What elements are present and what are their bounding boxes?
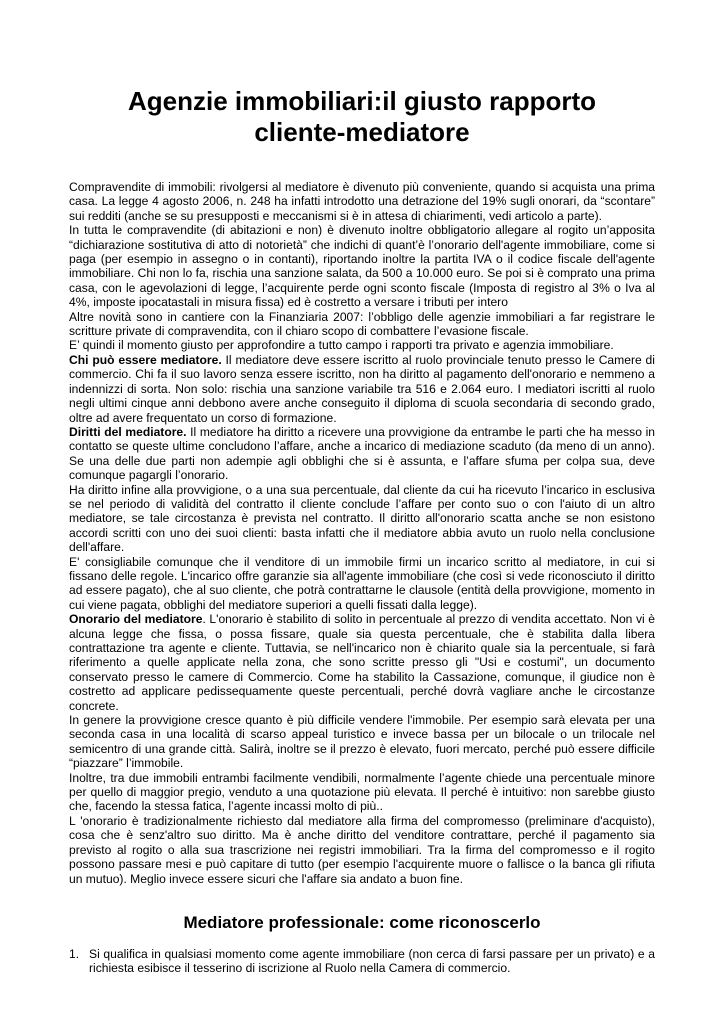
paragraph-text: Compravendite di immobili: rivolgersi al mediatore è divenuto più conveniente, quando si acquista una prima casa. La legge 4 agosto 2006, n. 248 ha infatti introdotto una detrazione del 19% sugli onorari, da “scontare” sui redditi (anche se su presupposti e meccanismi si è in attesa di chiarimenti, vedi articolo a parte). [69, 180, 655, 223]
paragraph-chi-puo [69, 353, 655, 425]
paragraph-lead: Chi può essere mediatore. [69, 352, 222, 367]
paragraph-text: Ha diritto infine alla provvigione, o a una sua percentuale, dal cliente da cui ha ricevuto l’incarico in esclusiva se nel periodo di validità del contratto il cliente conclude l’affare per conto suo o con l'aiuto di un altro mediatore, se tale circostanza è prevista nel contratto. Il diritto all'onorario scatta anche se non esistono accordi scritti con uno dei suoi clienti: basta infatti che il mediatore abbia avuto un ruolo nella conclusione dell'affare. [69, 482, 655, 555]
paragraph-4 [69, 338, 655, 352]
paragraph-text: Inoltre, tra due immobili entrambi facilmente vendibili, normalmente l’agente chiede una percentuale minore per quello di maggior pregio, venduto a una quotazione più elevata. Il perché è intuitivo: non sarebbe giusto che, facendo la stessa fatica, l’agente incassi molto di più.. [69, 770, 655, 814]
paragraph-11 [69, 771, 655, 814]
list-item-number: 1. [69, 946, 80, 961]
paragraph-onorario [69, 612, 655, 713]
document-page [69, 86, 655, 976]
paragraph-text: Il mediatore ha diritto a ricevere una provvigione da entrambe le parti che ha messo in contatto se queste ultime concludono l’affare, anche a incarico di mediazione scaduto (da meno di un anno). Se una delle due parti non adempie agli obblighi che si è assunta, e l’affare sfuma per colpa sua, deve comunque pagargli l’onorario. [69, 424, 655, 483]
paragraph-text: In genere la provvigione cresce quanto è più difficile vendere l'immobile. Per esempio sarà elevata per una seconda casa in una località di scarso appeal turistico e invece bassa per un bilocale o un trilocale nel semicentro di una grande città. Salirà, inoltre se il prezzo è elevato, fuori mercato, perché può essere difficile “piazzare” l’immobile. [69, 713, 655, 771]
numbered-list [69, 947, 655, 976]
paragraph-lead: Onorario del mediatore [69, 612, 203, 627]
paragraph-diritti [69, 425, 655, 483]
page-title: Agenzie immobiliari:il giusto rapporto cliente-mediatore [127, 86, 597, 147]
paragraph-2 [69, 223, 655, 309]
paragraph-text: L 'onorario è tradizionalmente richiesto dal mediatore alla firma del compromesso (preliminare d'acquisto), cosa che è senz'altro suo diritto. Ma è anche diritto del venditore contrattare, perché il pagamento sia previsto al rogito o alla sua trascrizione nei registri immobiliari. Tra la firma del compromesso e il rogito possono passare mesi e può capitare di tutto (per esempio l'acquirente muore o fallisce o la banca gli rifiuta un mutuo). Meglio invece essere sicuri che l'affare sia andato a buon fine. [69, 813, 655, 886]
paragraph-12 [69, 814, 655, 886]
section-title: Mediatore professionale: come riconoscerlo [183, 912, 541, 932]
paragraph-10 [69, 713, 655, 771]
paragraph-3 [69, 310, 655, 339]
paragraph-text: Il mediatore deve essere iscritto al ruolo provinciale tenuto presso le Camere di commercio. Chi fa il suo lavoro senza essere iscritto, non ha diritto al pagamento dell'onorario e nemmeno a indennizzi di sorta. Non solo: rischia una sanzione variabile tra 516 e 2.064 euro. I mediatori iscritti al ruolo negli ultimi cinque anni debbono avere anche conseguito il diploma di scuola secondaria di secondo grado, oltre ad avere frequentato un corso di formazione. [69, 352, 655, 425]
paragraph-8 [69, 555, 655, 613]
paragraph-text: In tutta le compravendite (di abitazioni e non) è divenuto inoltre obbligatorio allegare al rogito un’apposita “dichiarazione sostitutiva di atto di notorietà” che indichi di quant’è l’onorario dell'agente immobiliare, come si paga (per esempio in assegno o in contanti), riportando inoltre la partita IVA o il codice fiscale dell'agente immobiliare. Chi non lo fa, rischia una sanzione salata, da 500 a 10.000 euro. Se poi si è comprato una prima casa, con le agevolazioni di legge, l’acquirente perde ogni sconto fiscale (Imposta di registro al 3% o Iva al 4%, imposte ipocatastali in misura fissa) ed è costretto a versare i tributi per intero [69, 223, 655, 310]
paragraph-7 [69, 483, 655, 555]
paragraph-text: . L'onorario è stabilito di solito in percentuale al prezzo di vendita accettato. Non vi è alcuna legge che fissa, o possa fissare, quale sia questa percentuale, che è stabilita dalla libera contrattazione tra agente e cliente. Tuttavia, se nell'incarico non è chiarito quale sia la percentuale, si farà riferimento a quelle applicate nella zona, che sono scritte presso gli "Usi e costumi", un documento conservato presso le camere di Commercio. Come ha stabilito la Cassazione, comunque, il giudice non è costretto ad applicare pedissequamente queste percentuali, perché dovrà vagliare anche le circostanze concrete. [69, 612, 655, 713]
paragraph-text: E’ quindi il momento giusto per approfondire a tutto campo i rapporti tra privato e agenzia immobiliare. [69, 338, 614, 353]
paragraph-text: Altre novità sono in cantiere con la Finanziaria 2007: l’obbligo delle agenzie immobiliari a far registrare le scritture private di compravendita, con il chiaro scopo di combattere l’evasione fiscale. [69, 309, 655, 339]
article-body [69, 180, 655, 886]
paragraph-1 [69, 180, 655, 223]
paragraph-text: E' consigliabile comunque che il venditore di un immobile firmi un incarico scritto al mediatore, in cui si fissano delle regole. L'incarico offre garanzie sia all'agente immobiliare (che così si vede riconosciuto il diritto ad essere pagato), che al suo cliente, che potrà contrattarne le clausole (entità della provvigione, momento in cui viene pagata, obblighi del mediatore superiori a quelli fissati dalla legge). [69, 554, 655, 612]
list-item-text: Si qualifica in qualsiasi momento come agente immobiliare (non cerca di farsi passare per un privato) e a richiesta esibisce il tesserino di iscrizione al Ruolo nella Camera di commercio. [89, 946, 655, 976]
list-item [69, 947, 655, 976]
paragraph-lead: Diritti del mediatore. [69, 424, 187, 439]
